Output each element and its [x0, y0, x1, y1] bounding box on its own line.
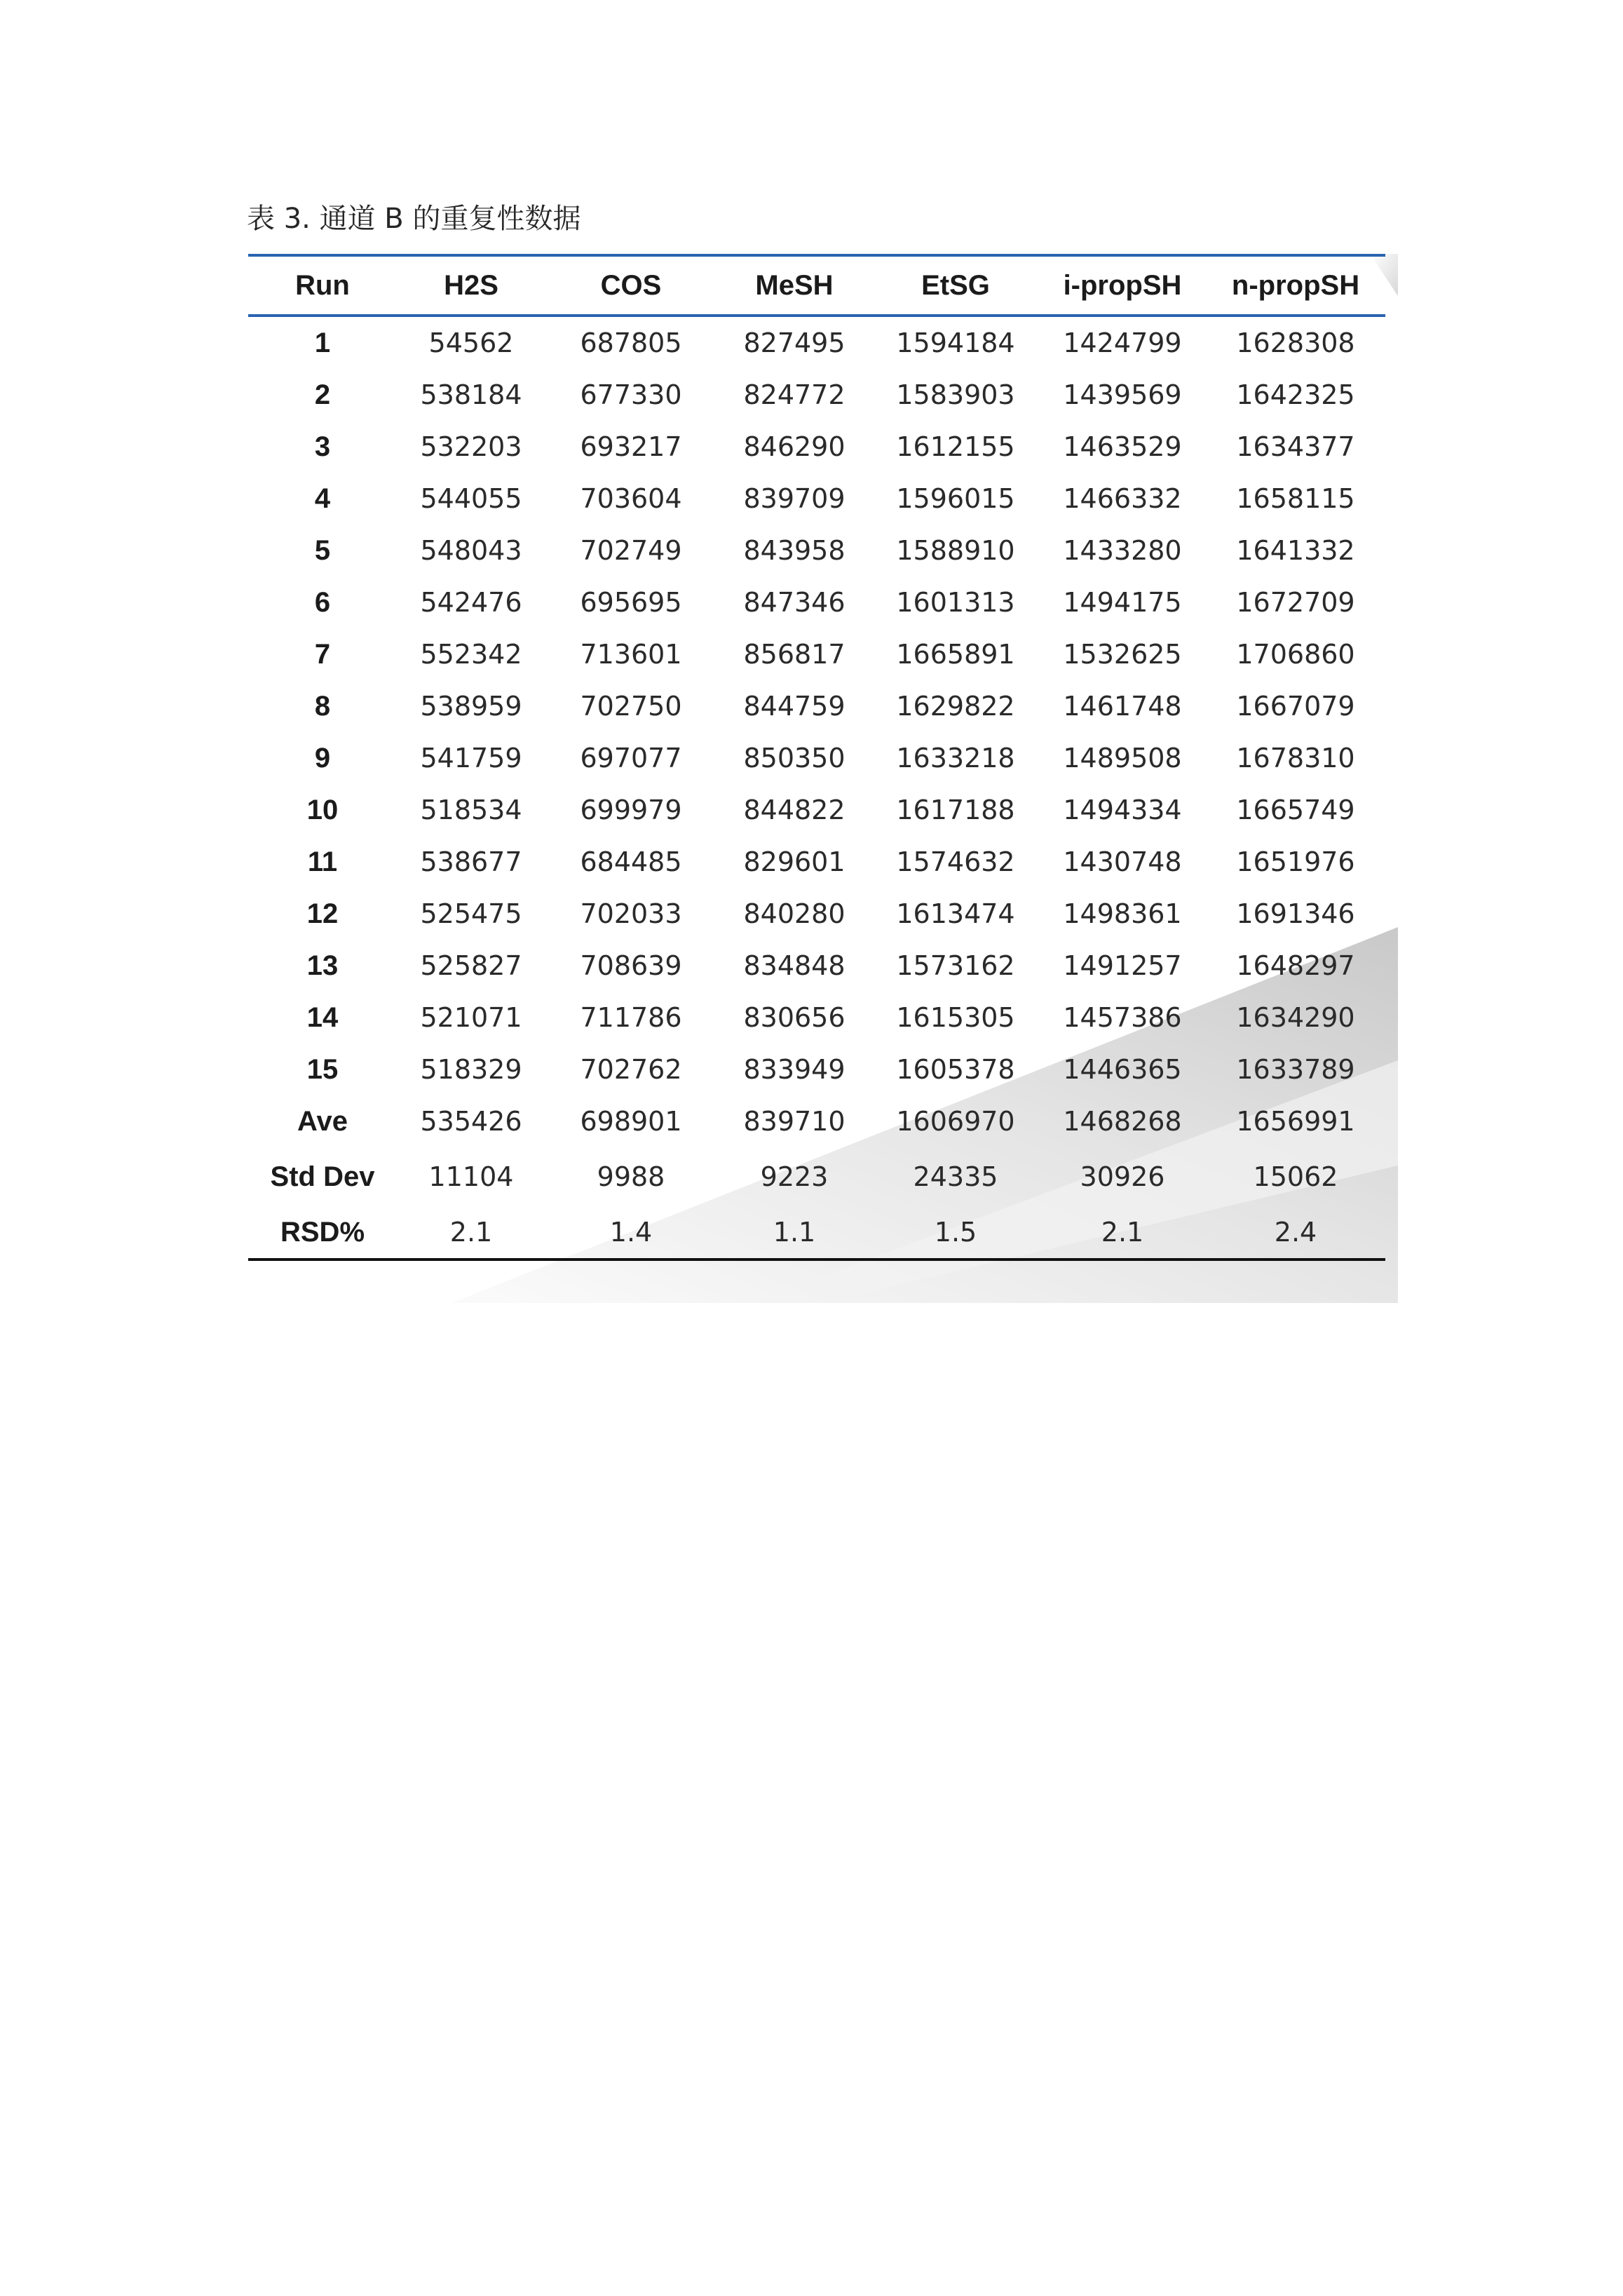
table-cell: 521071 — [420, 1002, 522, 1033]
table-cell: 1574632 — [896, 846, 1015, 877]
data-table-container — [248, 254, 1398, 1303]
table-cell: 713601 — [580, 639, 682, 670]
table-cell: 1532625 — [1063, 639, 1182, 670]
row-label: 5 — [314, 534, 331, 566]
table-row — [248, 940, 1385, 992]
row-label: RSD% — [248, 1206, 397, 1260]
table-cell: 9223 — [760, 1161, 829, 1192]
row-label: 14 — [306, 1001, 339, 1033]
table-cell: 54562 — [428, 327, 514, 358]
header-run: Run — [248, 255, 397, 316]
table-cell: 1658115 — [1236, 483, 1355, 514]
table-cell: 1463529 — [1063, 431, 1182, 462]
table-cell: 846290 — [743, 431, 846, 462]
table-cell: 844822 — [743, 795, 846, 825]
table-cell: 1672709 — [1236, 587, 1355, 618]
table-cell: 1641332 — [1236, 535, 1355, 566]
table-cell: 15062 — [1253, 1161, 1338, 1192]
table-cell: 693217 — [580, 431, 682, 462]
table-cell: 541759 — [420, 743, 522, 774]
table-cell: 1457386 — [1063, 1002, 1182, 1033]
table-cell: 518534 — [420, 795, 522, 825]
table-cell: 698901 — [580, 1106, 682, 1137]
table-cell: 839709 — [743, 483, 846, 514]
row-label: 12 — [306, 898, 339, 929]
table-cell: 1648297 — [1236, 950, 1355, 981]
table-cell: 1613474 — [896, 898, 1015, 929]
table-caption: 表 3. 通道 B 的重复性数据 — [247, 203, 581, 235]
table-cell: 702749 — [580, 535, 682, 566]
table-row — [248, 316, 1385, 369]
table-cell: 1491257 — [1063, 950, 1182, 981]
table-row — [248, 732, 1385, 784]
table-cell: 1656991 — [1236, 1106, 1355, 1137]
table-cell: 677330 — [580, 379, 682, 410]
row-label: 2 — [314, 379, 331, 410]
row-label: 11 — [307, 846, 338, 877]
table-cell: 1583903 — [896, 379, 1015, 410]
table-cell: 1634377 — [1236, 431, 1355, 462]
table-cell: 1588910 — [896, 535, 1015, 566]
table-row — [248, 525, 1385, 576]
table-cell: 834848 — [743, 950, 846, 981]
table-cell: 552342 — [420, 639, 522, 670]
table-cell: 525827 — [420, 950, 522, 981]
table-cell: 1468268 — [1063, 1106, 1182, 1137]
table-cell: 708639 — [580, 950, 682, 981]
table-cell: 1651976 — [1236, 846, 1355, 877]
table-cell: 1642325 — [1236, 379, 1355, 410]
table-row — [248, 680, 1385, 732]
table-cell: 544055 — [420, 483, 522, 514]
header-etsg: EtSG — [872, 255, 1039, 316]
row-label: 6 — [314, 586, 331, 618]
table-cell: 1601313 — [896, 587, 1015, 618]
table-cell: 830656 — [743, 1002, 846, 1033]
header-h2s: H2S — [397, 255, 545, 316]
table-cell: 1.1 — [717, 1206, 872, 1260]
row-label: 1 — [314, 327, 331, 358]
table-cell: 11104 — [428, 1161, 514, 1192]
table-cell: 833949 — [743, 1054, 846, 1085]
table-cell: 535426 — [420, 1106, 522, 1137]
table-cell: 1489508 — [1063, 743, 1182, 774]
table-cell: 1612155 — [896, 431, 1015, 462]
table-cell: 1573162 — [896, 950, 1015, 981]
table-cell: 844759 — [743, 691, 846, 722]
row-label: 4 — [314, 482, 331, 514]
table-cell: 699979 — [580, 795, 682, 825]
table-cell: 1629822 — [896, 691, 1015, 722]
row-label: 7 — [314, 638, 331, 670]
table-cell: 1424799 — [1063, 327, 1182, 358]
table-row — [248, 576, 1385, 628]
table-cell: 703604 — [580, 483, 682, 514]
table-cell: 518329 — [420, 1054, 522, 1085]
table-cell: 1605378 — [896, 1054, 1015, 1085]
row-label: 13 — [306, 950, 339, 981]
row-label: 8 — [314, 690, 331, 722]
table-row — [248, 1147, 1385, 1206]
table-cell: 1633789 — [1236, 1054, 1355, 1085]
table-cell: 1634290 — [1236, 1002, 1355, 1033]
table-cell: 538184 — [420, 379, 522, 410]
table-cell: 2.1 — [1039, 1206, 1206, 1260]
table-cell: 538677 — [420, 846, 522, 877]
table-cell: 847346 — [743, 587, 846, 618]
table-cell: 2.1 — [397, 1206, 545, 1260]
table-cell: 548043 — [420, 535, 522, 566]
header-mesh: MeSH — [717, 255, 872, 316]
table-cell: 829601 — [743, 846, 846, 877]
table-cell: 702762 — [580, 1054, 682, 1085]
table-cell: 1596015 — [896, 483, 1015, 514]
table-cell: 538959 — [420, 691, 522, 722]
table-cell: 1606970 — [896, 1106, 1015, 1137]
table-cell: 1494334 — [1063, 795, 1182, 825]
table-cell: 1466332 — [1063, 483, 1182, 514]
table-row — [248, 888, 1385, 940]
table-cell: 711786 — [580, 1002, 682, 1033]
row-label: 3 — [314, 431, 331, 462]
table-cell: 1498361 — [1063, 898, 1182, 929]
table-cell: 1.4 — [545, 1206, 717, 1260]
table-row — [248, 784, 1385, 836]
table-row — [248, 992, 1385, 1044]
row-label: 15 — [306, 1053, 339, 1085]
table-row — [248, 628, 1385, 680]
table-cell: 1430748 — [1063, 846, 1182, 877]
table-cell: 1633218 — [896, 743, 1015, 774]
table-cell: 695695 — [580, 587, 682, 618]
table-cell: 9988 — [597, 1161, 665, 1192]
table-cell: 1706860 — [1236, 639, 1355, 670]
table-row — [248, 369, 1385, 421]
table-cell: 1.5 — [872, 1206, 1039, 1260]
table-cell: 1667079 — [1236, 691, 1355, 722]
table-cell: 856817 — [743, 639, 846, 670]
table-cell: 1678310 — [1236, 743, 1355, 774]
table-cell: 850350 — [743, 743, 846, 774]
table-cell: 525475 — [420, 898, 522, 929]
table-cell: 824772 — [743, 379, 846, 410]
table-cell: 1665749 — [1236, 795, 1355, 825]
table-cell: 1439569 — [1063, 379, 1182, 410]
table-cell: 687805 — [580, 327, 682, 358]
table-cell: 1691346 — [1236, 898, 1355, 929]
row-label: 9 — [314, 742, 331, 774]
row-label: Ave — [297, 1105, 348, 1137]
table-cell: 1433280 — [1063, 535, 1182, 566]
table-row — [248, 1206, 1385, 1260]
table-cell: 697077 — [580, 743, 682, 774]
table-row — [248, 421, 1385, 473]
table-cell: 24335 — [913, 1161, 998, 1192]
table-cell: 532203 — [420, 431, 522, 462]
row-label: Std Dev — [270, 1161, 375, 1192]
row-label: 10 — [306, 794, 339, 825]
table-cell: 843958 — [743, 535, 846, 566]
table-cell: 827495 — [743, 327, 846, 358]
table-cell: 30926 — [1080, 1161, 1165, 1192]
table-cell: 1494175 — [1063, 587, 1182, 618]
table-cell: 2.4 — [1206, 1206, 1385, 1260]
table-cell: 1665891 — [896, 639, 1015, 670]
table-cell: 1461748 — [1063, 691, 1182, 722]
table-cell: 1446365 — [1063, 1054, 1182, 1085]
table-row — [248, 836, 1385, 888]
table-cell: 1628308 — [1236, 327, 1355, 358]
header-n-propsh: n-propSH — [1206, 255, 1385, 316]
table-row — [248, 1095, 1385, 1147]
header-cos: COS — [545, 255, 717, 316]
table-row — [248, 473, 1385, 525]
table-row — [248, 1044, 1385, 1095]
table-cell: 839710 — [743, 1106, 846, 1137]
table-cell: 1617188 — [896, 795, 1015, 825]
header-i-propsh: i-propSH — [1039, 255, 1206, 316]
table-header-row — [248, 255, 1385, 316]
table-cell: 702750 — [580, 691, 682, 722]
table-cell: 840280 — [743, 898, 846, 929]
table-cell: 542476 — [420, 587, 522, 618]
table-cell: 702033 — [580, 898, 682, 929]
table-body — [248, 316, 1385, 1260]
table-cell: 1615305 — [896, 1002, 1015, 1033]
table-cell: 1594184 — [896, 327, 1015, 358]
repeatability-table — [248, 254, 1385, 1261]
table-cell: 684485 — [580, 846, 682, 877]
